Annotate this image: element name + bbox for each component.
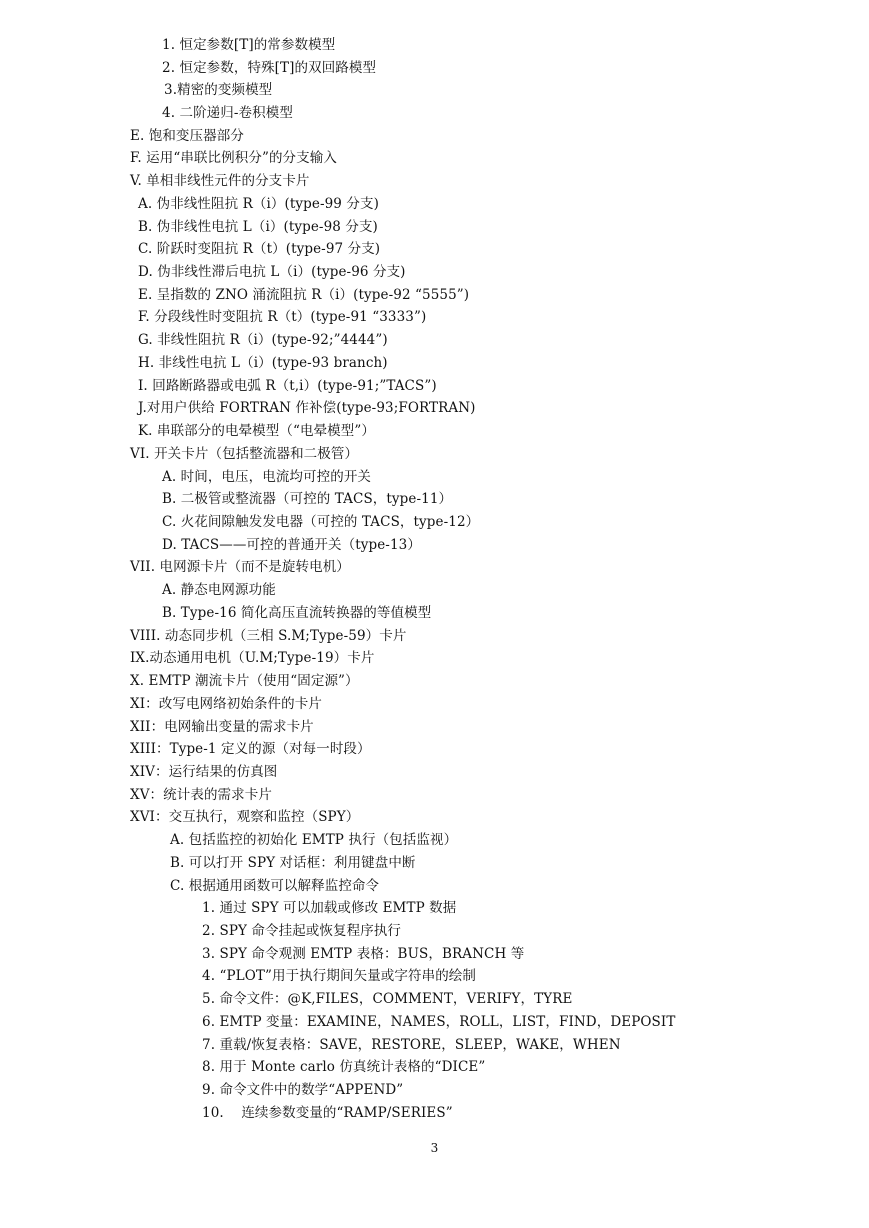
outline-item: G. 非线性阻抗 R（i）(type-92;”4444”) xyxy=(138,332,388,348)
outline-heading: X. EMTP 潮流卡片（使用“固定源”） xyxy=(130,673,359,689)
outline-heading: XIII：Type-1 定义的源（对每一时段） xyxy=(130,741,371,757)
outline-heading: XI：改写电网络初始条件的卡片 xyxy=(130,696,322,712)
outline-item: E. 饱和变压器部分 xyxy=(130,128,244,144)
outline-subitem: 10. 连续参数变量的“RAMP/SERIES” xyxy=(202,1105,453,1121)
outline-item: 4. 二阶递归-卷积模型 xyxy=(162,105,293,121)
page-number: 3 xyxy=(430,1141,439,1155)
outline-item: A. 包括监控的初始化 EMTP 执行（包括监视） xyxy=(170,832,458,848)
outline-item: J.对用户供给 FORTRAN 作补偿(type-93;FORTRAN) xyxy=(138,400,476,416)
outline-item: 1. 恒定参数[T]的常参数模型 xyxy=(162,37,336,53)
outline-item: K. 串联部分的电晕模型（“电晕模型”） xyxy=(138,423,375,439)
outline-heading: VII. 电网源卡片（而不是旋转电机） xyxy=(130,559,350,575)
outline-subitem: 4. “PLOT”用于执行期间矢量或字符串的绘制 xyxy=(202,968,476,984)
outline-item: B. 伪非线性电抗 L（i）(type-98 分支) xyxy=(138,219,378,235)
outline-heading: VI. 开关卡片（包括整流器和二极管） xyxy=(130,446,359,462)
outline-item: A. 伪非线性阻抗 R（i）(type-99 分支) xyxy=(138,196,379,212)
outline-item: A. 静态电网源功能 xyxy=(162,582,276,598)
outline-subitem: 7. 重载/恢复表格：SAVE，RESTORE，SLEEP，WAKE，WHEN xyxy=(202,1037,621,1053)
outline-heading: XII：电网输出变量的需求卡片 xyxy=(130,719,314,735)
outline-subitem: 5. 命令文件：@K,FILES，COMMENT，VERIFY，TYRE xyxy=(202,991,573,1007)
outline-heading: VIII. 动态同步机（三相 S.M;Type-59）卡片 xyxy=(130,628,407,644)
outline-subitem: 2. SPY 命令挂起或恢复程序执行 xyxy=(202,923,402,939)
outline-subitem: 1. 通过 SPY 可以加载或修改 EMTP 数据 xyxy=(202,900,457,916)
outline-heading: XVI：交互执行，观察和监控（SPY） xyxy=(130,809,360,825)
outline-heading: V. 单相非线性元件的分支卡片 xyxy=(130,173,310,189)
outline-item: C. 火花间隙触发发电器（可控的 TACS，type-12） xyxy=(162,514,480,530)
outline-item: B. Type-16 简化高压直流转换器的等值模型 xyxy=(162,605,432,621)
outline-item: D. TACS——可控的普通开关（type-13） xyxy=(162,537,421,553)
outline-item: A. 时间，电压，电流均可控的开关 xyxy=(162,469,372,485)
outline-item: C. 根据通用函数可以解释监控命令 xyxy=(170,878,380,894)
outline-subitem: 8. 用于 Monte carlo 仿真统计表格的“DICE” xyxy=(202,1059,486,1075)
outline-item: 2. 恒定参数，特殊[T]的双回路模型 xyxy=(162,60,377,76)
outline-subitem: 3. SPY 命令观测 EMTP 表格：BUS，BRANCH 等 xyxy=(202,946,525,962)
outline-subitem: 9. 命令文件中的数学“APPEND” xyxy=(202,1082,404,1098)
outline-item: B. 可以打开 SPY 对话框：利用键盘中断 xyxy=(170,855,416,871)
outline-heading: XV：统计表的需求卡片 xyxy=(130,787,272,803)
outline-item: I. 回路断路器或电弧 R（t,i）(type-91;”TACS”) xyxy=(138,378,437,394)
outline-item: D. 伪非线性滞后电抗 L（i）(type-96 分支) xyxy=(138,264,406,280)
outline-heading: XIV：运行结果的仿真图 xyxy=(130,764,278,780)
outline-item: F. 分段线性时变阻抗 R（t）(type-91 “3333”) xyxy=(138,309,427,325)
outline-item: E. 呈指数的 ZNO 涌流阻抗 R（i）(type-92 “5555”) xyxy=(138,287,470,303)
outline-subitem: 6. EMTP 变量：EXAMINE，NAMES，ROLL，LIST，FIND，DEPOSIT xyxy=(202,1014,676,1030)
outline-item: C. 阶跃时变阻抗 R（t）(type-97 分支) xyxy=(138,241,381,257)
outline-item: 3.精密的变频模型 xyxy=(164,82,273,98)
outline-heading: IX.动态通用电机（U.M;Type-19）卡片 xyxy=(130,650,375,666)
outline-item: H. 非线性电抗 L（i）(type-93 branch) xyxy=(138,355,388,371)
outline-item: B. 二极管或整流器（可控的 TACS，type-11） xyxy=(162,491,453,507)
outline-item: F. 运用“串联比例积分”的分支输入 xyxy=(130,150,337,166)
